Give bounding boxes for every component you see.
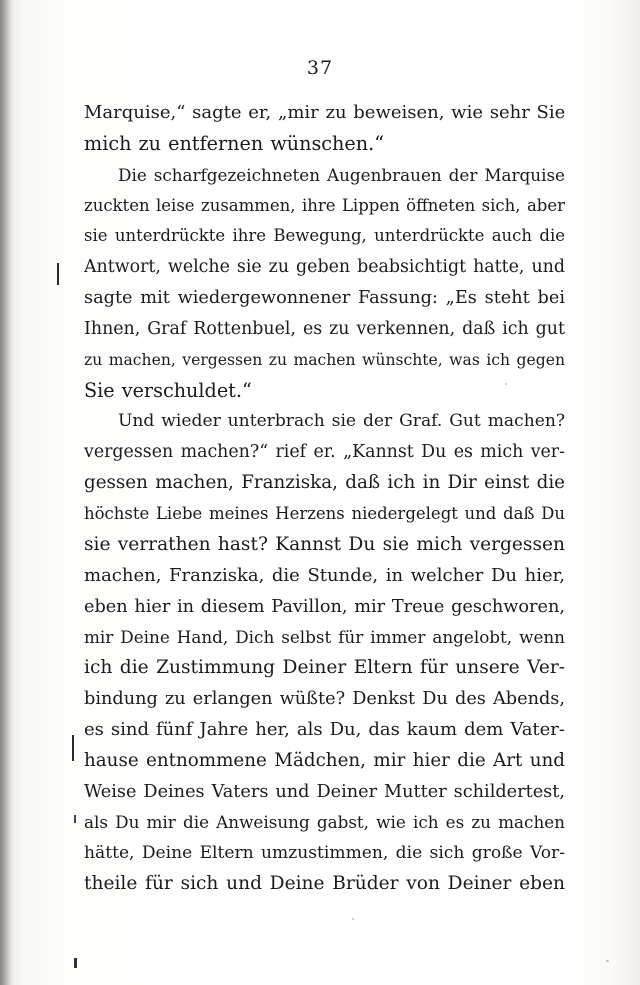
- text-line: vergessen machen?“ rief er. „Kannst Du es mich ver-: [84, 442, 565, 463]
- page-number: 37: [306, 57, 334, 79]
- text-line: sie verrathen hast? Kannst Du sie mich vergessen: [84, 533, 565, 555]
- text-line: sie unterdrückte ihre Bewegung, unterdrückte auch die: [84, 226, 565, 246]
- margin-pencil-mark: [74, 958, 77, 968]
- text-line: mir Deine Hand, Dich selbst für immer angelobt, wenn: [84, 627, 565, 648]
- text-line: theile für sich und Deine Brüder von Deiner eben: [84, 873, 565, 895]
- text-line: hause entnommene Mädchen, mir hier die Art und: [84, 749, 565, 771]
- text-line: zu machen, vergessen zu machen wünschte, was ich gegen: [84, 350, 565, 369]
- binding-shadow: [0, 0, 14, 985]
- text-line: es sind fünf Jahre her, als Du, das kaum dem Vater-: [84, 718, 565, 740]
- margin-pencil-mark: [57, 263, 59, 285]
- text-line: ich die Zustimmung Deiner Eltern für unsere Ver-: [84, 657, 565, 679]
- paper-speck: [352, 918, 354, 920]
- text-line: als Du mir die Anweisung gabst, wie ich es zu machen: [84, 812, 565, 833]
- text-line: Sie verschuldet.“: [84, 378, 252, 402]
- paper-speck: [606, 960, 609, 962]
- paper-speck: [505, 383, 507, 385]
- text-line: Weise Deines Vaters und Deiner Mutter schildertest,: [84, 781, 565, 802]
- text-line: Antwort, welche sie zu geben beabsichtigt hatte, und: [84, 257, 565, 278]
- text-line: machen, Franziska, die Stunde, in welcher Du hier,: [84, 564, 565, 586]
- text-line: Und wieder unterbrach sie der Graf. Gut machen?: [118, 411, 565, 432]
- text-line: eben hier in diesem Pavillon, mir Treue geschworen,: [84, 596, 565, 617]
- body-text: [84, 98, 565, 900]
- text-line: Marquise,“ sagte er, „mir zu beweisen, wie sehr Sie: [84, 102, 565, 123]
- text-line: hätte, Deine Eltern umzustimmen, die sich große Vor-: [84, 843, 565, 864]
- text-line: bindung zu erlangen wüßte? Denkst Du des Abends,: [84, 689, 565, 710]
- text-line: Die scharfgezeichneten Augenbrauen der Marquise: [118, 164, 565, 185]
- text-line: Ihnen, Graf Rottenbuel, es zu verkennen, daß ich gut: [84, 318, 565, 339]
- text-line: sagte mit wiedergewonnener Fassung: „Es steht bei: [84, 288, 565, 309]
- text-line: höchste Liebe meines Herzens niedergelegt und daß Du: [84, 503, 565, 523]
- text-line: mich zu entfernen wünschen.“: [84, 131, 385, 155]
- text-line: zuckten leise zusammen, ihre Lippen öffneten sich, aber: [84, 195, 565, 215]
- margin-pencil-mark: [74, 815, 76, 823]
- margin-pencil-mark: [72, 735, 74, 761]
- text-line: gessen machen, Franziska, daß ich in Dir einst die: [84, 472, 565, 494]
